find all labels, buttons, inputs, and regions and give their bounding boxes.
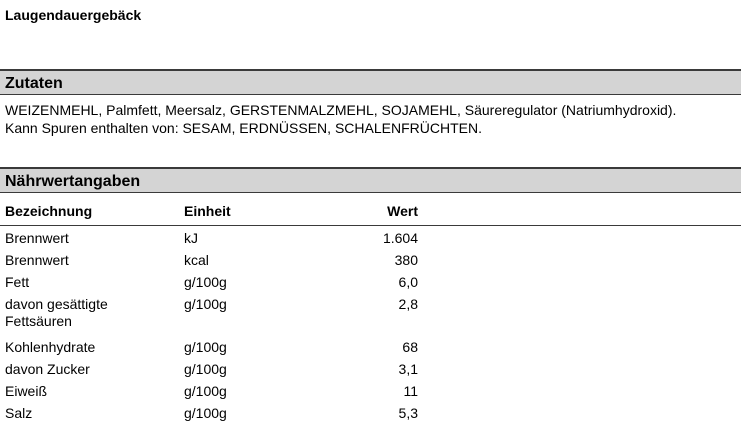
nutrient-value: 1.604 (382, 230, 418, 246)
table-row (0, 226, 741, 248)
nutrient-value: 2,8 (398, 296, 418, 312)
nutrient-unit: g/100g (184, 405, 227, 421)
nutrient-unit: g/100g (184, 361, 227, 377)
nutrition-heading: Nährwertangaben (5, 173, 141, 190)
ingredients-heading: Zutaten (5, 75, 63, 92)
table-row (0, 270, 741, 292)
ingredients-line: WEIZENMEHL, Palmfett, Meersalz, GERSTENMALZMEHL, SOJAMEHL, Säureregulator (Natriumhydroxid). (5, 102, 677, 118)
nutrient-unit: g/100g (184, 274, 227, 290)
product-title: Laugendauergebäck (5, 7, 142, 23)
nutrient-name: Brennwert (5, 230, 69, 246)
table-row (0, 379, 741, 401)
nutrient-value: 6,0 (398, 274, 418, 290)
nutrient-name: davon gesättigte Fettsäuren (5, 296, 108, 329)
nutrient-name: Salz (5, 405, 33, 421)
column-header-value: Wert (387, 203, 418, 219)
nutrition-table-header (0, 200, 741, 226)
nutrient-value: 68 (402, 339, 418, 355)
nutrient-unit: g/100g (184, 383, 227, 399)
table-row (0, 335, 741, 357)
ingredients-section-header (0, 69, 741, 95)
nutrient-name: Kohlenhydrate (5, 339, 96, 355)
allergen-trace-line: Kann Spuren enthalten von: SESAM, ERDNÜSSEN, SCHALENFRÜCHTEN. (5, 120, 482, 136)
nutrient-value: 11 (403, 383, 418, 399)
column-header-name: Bezeichnung (5, 203, 93, 219)
table-row (0, 357, 741, 379)
nutrition-section-header (0, 167, 741, 193)
nutrient-name: davon Zucker (5, 361, 90, 377)
nutrient-name: Fett (5, 274, 30, 290)
nutrient-unit: g/100g (184, 339, 227, 355)
table-row (0, 292, 741, 335)
nutrition-table (0, 200, 741, 423)
nutrient-name: Eiweiß (5, 383, 48, 399)
table-row (0, 401, 741, 423)
nutrient-value: 380 (394, 252, 418, 268)
nutrient-value: 3,1 (398, 361, 418, 377)
ingredients-text (5, 101, 740, 137)
column-header-unit: Einheit (184, 203, 231, 219)
table-row (0, 248, 741, 270)
nutrient-unit: kcal (184, 252, 209, 268)
nutrient-unit: kJ (184, 230, 198, 246)
nutrient-name: Brennwert (5, 252, 69, 268)
nutrient-unit: g/100g (184, 296, 227, 312)
nutrient-value: 5,3 (398, 405, 418, 421)
